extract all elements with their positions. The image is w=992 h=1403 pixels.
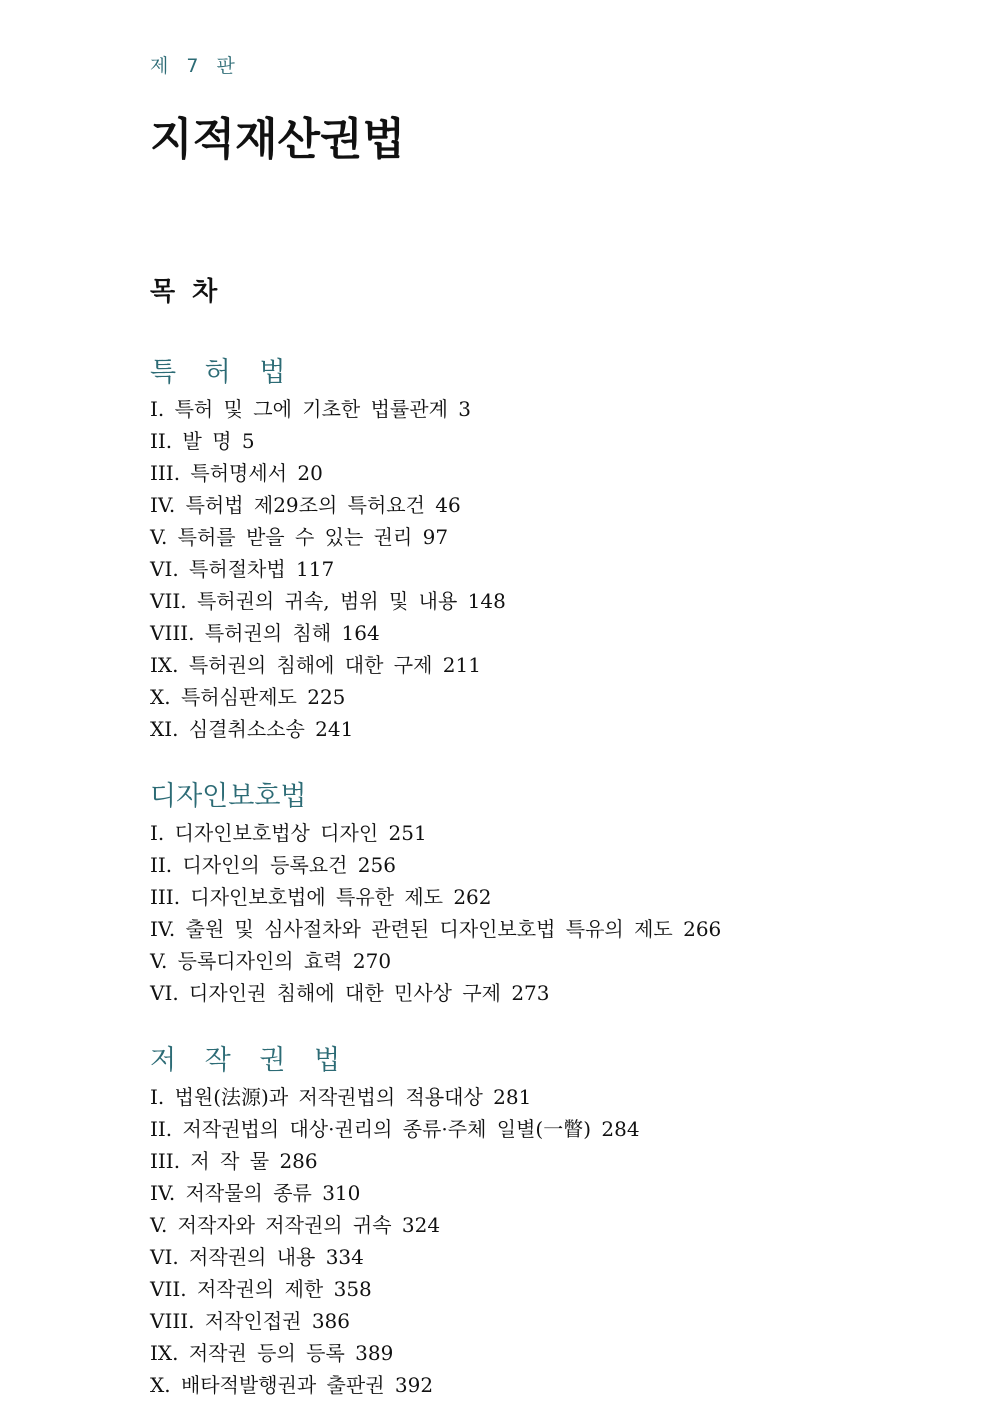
toc-entry: V. 저작자와 저작권의 귀속 324 bbox=[150, 1213, 441, 1237]
toc-entry: VIII. 특허권의 침해 164 bbox=[150, 621, 380, 645]
toc-entry: IV. 출원 및 심사절차와 관련된 디자인보호법 특유의 제도 266 bbox=[150, 917, 722, 941]
toc-entry: IV. 저작물의 종류 310 bbox=[150, 1181, 361, 1205]
section-title: 저 작 권 법 bbox=[150, 1045, 351, 1076]
toc-entry: VI. 저작권의 내용 334 bbox=[150, 1245, 364, 1269]
toc-entry: VI. 디자인권 침해에 대한 민사상 구제 273 bbox=[150, 981, 550, 1005]
toc-entry: III. 저 작 물 286 bbox=[150, 1149, 318, 1173]
toc-entry: III. 디자인보호법에 특유한 제도 262 bbox=[150, 885, 492, 909]
toc-entry: XI. 심결취소소송 241 bbox=[150, 717, 354, 741]
toc-entry: IX. 저작권 등의 등록 389 bbox=[150, 1341, 394, 1365]
toc-entry: I. 법원(法源)과 저작권법의 적용대상 281 bbox=[150, 1085, 532, 1109]
toc-entry: X. 배타적발행권과 출판권 392 bbox=[150, 1373, 434, 1397]
toc-entry: II. 저작권법의 대상·권리의 종류·주체 일별(一瞥) 284 bbox=[150, 1117, 640, 1141]
toc-entry: I. 특허 및 그에 기초한 법률관계 3 bbox=[150, 397, 471, 421]
toc-entry: II. 발 명 5 bbox=[150, 429, 255, 453]
edition-label: 제 7 판 bbox=[150, 55, 241, 77]
toc-entry: IV. 특허법 제29조의 특허요건 46 bbox=[150, 493, 461, 517]
toc-entry: V. 특허를 받을 수 있는 권리 97 bbox=[150, 525, 449, 549]
toc-entry: V. 등록디자인의 효력 270 bbox=[150, 949, 392, 973]
toc-entry: VI. 특허절차법 117 bbox=[150, 557, 335, 581]
toc-entry-list bbox=[150, 1081, 950, 1401]
section-patent-law bbox=[150, 353, 950, 745]
section-design-protection-law bbox=[150, 777, 950, 1009]
toc-entry: VII. 저작권의 제한 358 bbox=[150, 1277, 372, 1301]
toc-entry: II. 디자인의 등록요건 256 bbox=[150, 853, 396, 877]
toc-entry: X. 특허심판제도 225 bbox=[150, 685, 346, 709]
section-title: 디자인보호법 bbox=[150, 781, 307, 812]
toc-entry: VII. 특허권의 귀속, 범위 및 내용 148 bbox=[150, 589, 506, 613]
toc-heading: 목 차 bbox=[150, 277, 222, 307]
book-title: 지적재산권법 bbox=[150, 114, 406, 165]
toc-entry: III. 특허명세서 20 bbox=[150, 461, 323, 485]
section-title: 특 허 법 bbox=[150, 357, 296, 388]
toc-entry: VIII. 저작인접권 386 bbox=[150, 1309, 350, 1333]
toc-entry: I. 디자인보호법상 디자인 251 bbox=[150, 821, 427, 845]
toc-entry-list bbox=[150, 817, 950, 1009]
toc-entry-list bbox=[150, 393, 950, 745]
toc-entry: IX. 특허권의 침해에 대한 구제 211 bbox=[150, 653, 481, 677]
section-copyright-law bbox=[150, 1041, 950, 1401]
